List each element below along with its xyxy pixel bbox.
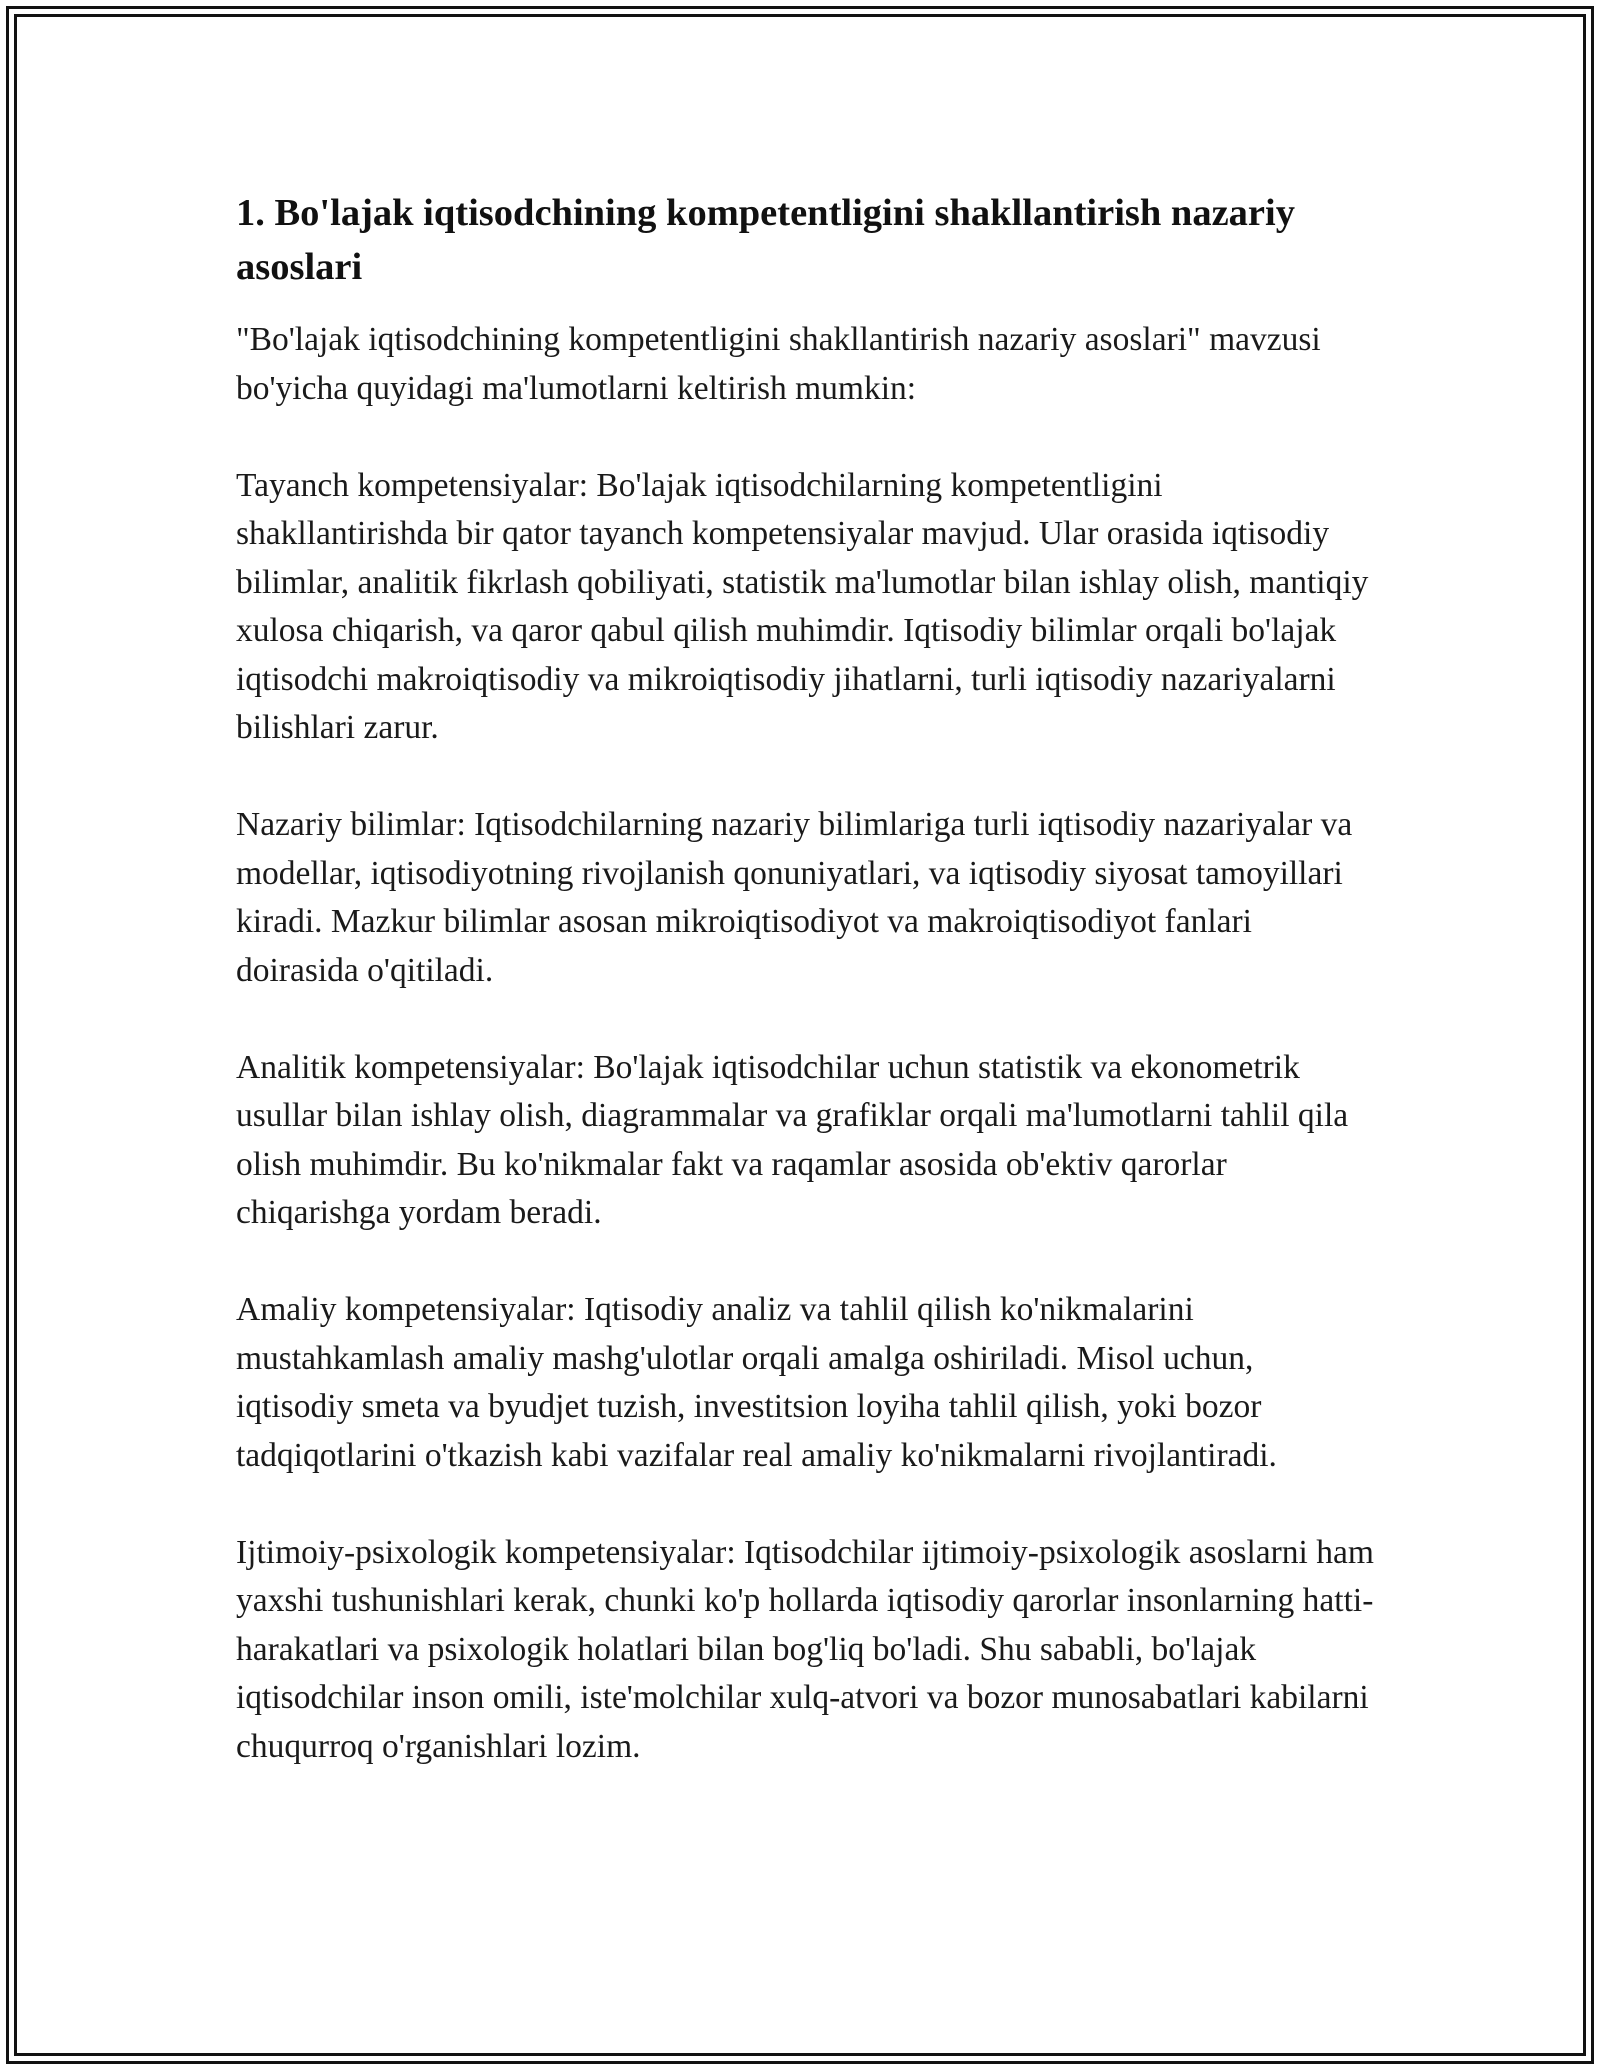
intro-paragraph: "Bo'lajak iqtisodchining kompetentligini shakllantirish nazariy asoslari" mavzusi bo'yicha quyidagi ma'lumotlarni keltirish mumkin:	[236, 321, 1321, 407]
paragraph-tayanch-kompetensiyalar: Tayanch kompetensiyalar: Bo'lajak iqtisodchilarning kompetentligini shakllantirishda bir qator tayanch kompetensiyalar mavjud. Ular orasida iqtisodiy bilimlar, analitik fikrlash qobiliyati, statistik ma'lumotlar bilan ishlay olish, mantiqiy xulosa chiqarish, va qaror qabul qilish muhimdir. Iqtisodiy bilimlar orqali bo'lajak iqtisodchi makroiqtisodiy va mikroiqtisodiy jihatlarni, turli iqtisodiy nazariyalarni bilishlari zarur.	[236, 466, 1369, 746]
paragraph-nazariy-bilimlar: Nazariy bilimlar: Iqtisodchilarning nazariy bilimlariga turli iqtisodiy nazariyalar va modellar, iqtisodiyotning rivojlanish qonuniyatlari, va iqtisodiy siyosat tamoyillari kiradi. Mazkur bilimlar asosan mikroiqtisodiyot va makroiqtisodiyot fanlari doirasida o'qitiladi.	[236, 806, 1353, 989]
paragraph-amaliy-kompetensiyalar: Amaliy kompetensiyalar: Iqtisodiy analiz va tahlil qilish ko'nikmalarini mustahkamlash amaliy mashg'ulotlar orqali amalga oshiriladi. Misol uchun, iqtisodiy smeta va byudjet tuzish, investitsion loyiha tahlil qilish, yoki bozor tadqiqotlarini o'tkazish kabi vazifalar real amaliy ko'nikmalarni rivojlantiradi.	[236, 1291, 1277, 1474]
document-body	[236, 186, 1376, 1820]
paragraph-ijtimoiy-psixologik-kompetensiyalar: Ijtimoiy-psixologik kompetensiyalar: Iqtisodchilar ijtimoiy-psixologik asoslarni ham yaxshi tushunishlari kerak, chunki ko'p hollarda iqtisodiy qarorlar insonlarning hatti-harakatlari va psixologik holatlari bilan bog'liq bo'ladi. Shu sababli, bo'lajak iqtisodchilar inson omili, iste'molchilar xulq-atvori va bozor munosabatlari kabilarni chuqurroq o'rganishlari lozim.	[236, 1533, 1374, 1765]
section-title: 1. Bo'lajak iqtisodchining kompetentligini shakllantirish nazariy asoslari	[236, 192, 1295, 288]
paragraph-analitik-kompetensiyalar: Analitik kompetensiyalar: Bo'lajak iqtisodchilar uchun statistik va ekonometrik usullar bilan ishlay olish, diagrammalar va grafiklar orqali ma'lumotlarni tahlil qila olish muhimdir. Bu ko'nikmalar fakt va raqamlar asosida ob'ektiv qarorlar chiqarishga yordam beradi.	[236, 1048, 1349, 1231]
